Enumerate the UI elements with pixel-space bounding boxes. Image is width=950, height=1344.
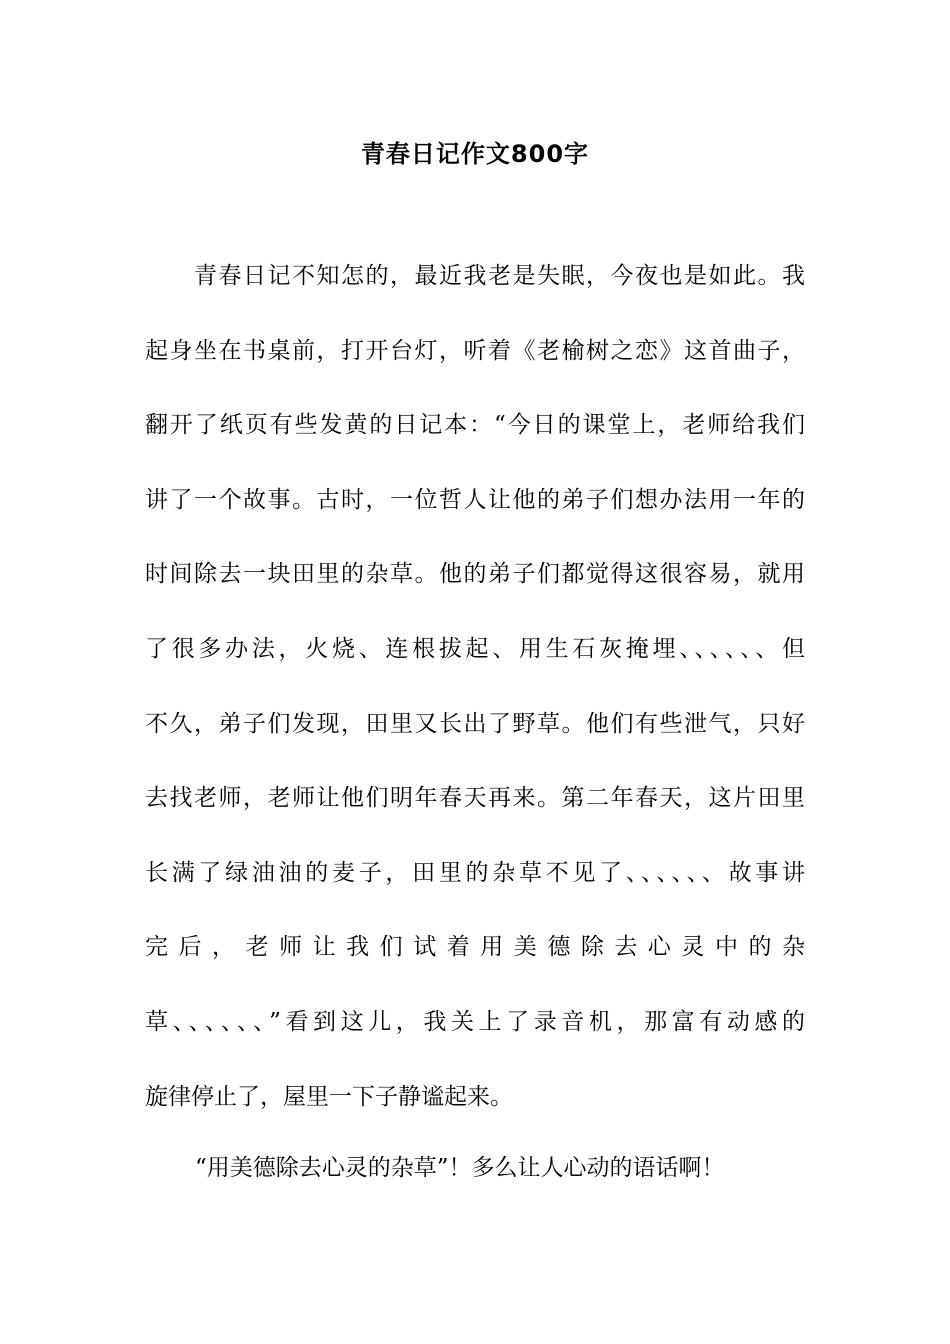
paragraph-line: 起身坐在书桌前，打开台灯，听着《老榆树之恋》这首曲子，	[145, 337, 805, 364]
paragraph-line: 了很多办法，火烧、连根拔起、用生石灰掩埋、、、、、、但	[145, 635, 805, 662]
paragraph-line: 长满了绿油油的麦子，田里的杂草不见了、、、、、、故事讲	[145, 859, 805, 886]
paragraph-line: 翻开了纸页有些发黄的日记本：“今日的课堂上，老师给我们	[145, 412, 805, 439]
paragraph-line: 讲了一个故事。古时，一位哲人让他的弟子们想办法用一年的	[145, 486, 805, 513]
paragraph-2: “用美德除去心灵的杂草”！多么让人心动的语话啊！	[195, 1155, 725, 1181]
paragraph-line: 去找老师，老师让他们明年春天再来。第二年春天，这片田里	[145, 785, 805, 812]
paragraph-line: 时间除去一块田里的杂草。他的弟子们都觉得这很容易，就用	[145, 561, 805, 588]
paragraph-1	[145, 254, 805, 1149]
paragraph-line: 不久，弟子们发现，田里又长出了野草。他们有些泄气，只好	[145, 710, 805, 737]
paragraph-line: 旋律停止了，屋里一下子静谧起来。	[145, 1083, 513, 1110]
document-title: 青春日记作文800字	[360, 140, 590, 168]
paragraph-line: 完后，老师让我们试着用美德除去心灵中的杂	[145, 934, 805, 961]
paragraph-line: 草、、、、、、”看到这儿，我关上了录音机，那富有动感的	[145, 1008, 805, 1035]
paragraph-line: 青春日记不知怎的，最近我老是失眠，今夜也是如此。我	[145, 263, 805, 289]
